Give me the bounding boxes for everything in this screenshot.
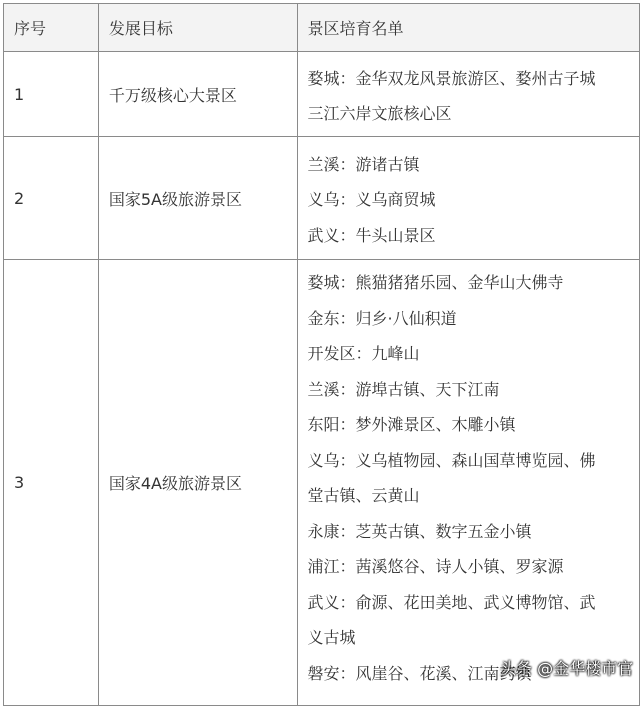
list-line: 浦江：茜溪悠谷、诗人小镇、罗家源 <box>307 557 564 576</box>
header-list: 景区培育名单 <box>297 4 639 52</box>
header-goal: 发展目标 <box>98 4 297 52</box>
row-goal: 国家4A级旅游景区 <box>98 260 297 706</box>
list-line: 兰溪：游埠古镇、天下江南 <box>307 379 500 399</box>
list-line: 婺城：金华双龙风景旅游区、婺州古子城 <box>307 68 596 88</box>
table-row <box>4 52 640 137</box>
list-line: 义乌：义乌商贸城 <box>307 190 436 210</box>
row-list <box>297 260 639 706</box>
list-line: 婺城：熊猫猪猪乐园、金华山大佛寺 <box>307 273 564 292</box>
table-header-row <box>4 4 640 52</box>
list-line: 东阳：梦外滩景区、木雕小镇 <box>307 415 516 434</box>
list-line: 义乌：义乌植物园、森山国草博览园、佛 <box>307 450 596 470</box>
row-list <box>297 52 639 137</box>
list-line: 磐安：风崖谷、花溪、江南药镇 <box>307 663 532 683</box>
list-line: 三江六岸文旅核心区 <box>307 104 452 123</box>
table-row <box>4 137 640 260</box>
row-goal: 千万级核心大景区 <box>98 52 297 137</box>
list-line: 武义：俞源、花田美地、武义博物馆、武 <box>307 592 596 612</box>
row-number: 1 <box>4 52 99 137</box>
list-line: 兰溪：游诸古镇 <box>307 154 420 174</box>
table-row <box>4 260 640 706</box>
row-goal: 国家5A级旅游景区 <box>98 137 297 260</box>
header-number: 序号 <box>4 4 99 52</box>
watermark: 头条 @金华楼市官 <box>500 659 634 678</box>
list-line: 金东：归乡·八仙积道 <box>307 308 457 328</box>
row-number: 3 <box>4 260 99 706</box>
list-line: 开发区：九峰山 <box>307 344 420 363</box>
row-number: 2 <box>4 137 99 260</box>
row-list <box>297 137 639 260</box>
list-line: 堂古镇、云黄山 <box>307 486 420 505</box>
list-line: 义古城 <box>307 628 356 647</box>
scenic-area-table <box>3 3 640 706</box>
list-line: 武义：牛头山景区 <box>307 225 436 245</box>
list-line: 永康：芝英古镇、数字五金小镇 <box>307 521 532 541</box>
